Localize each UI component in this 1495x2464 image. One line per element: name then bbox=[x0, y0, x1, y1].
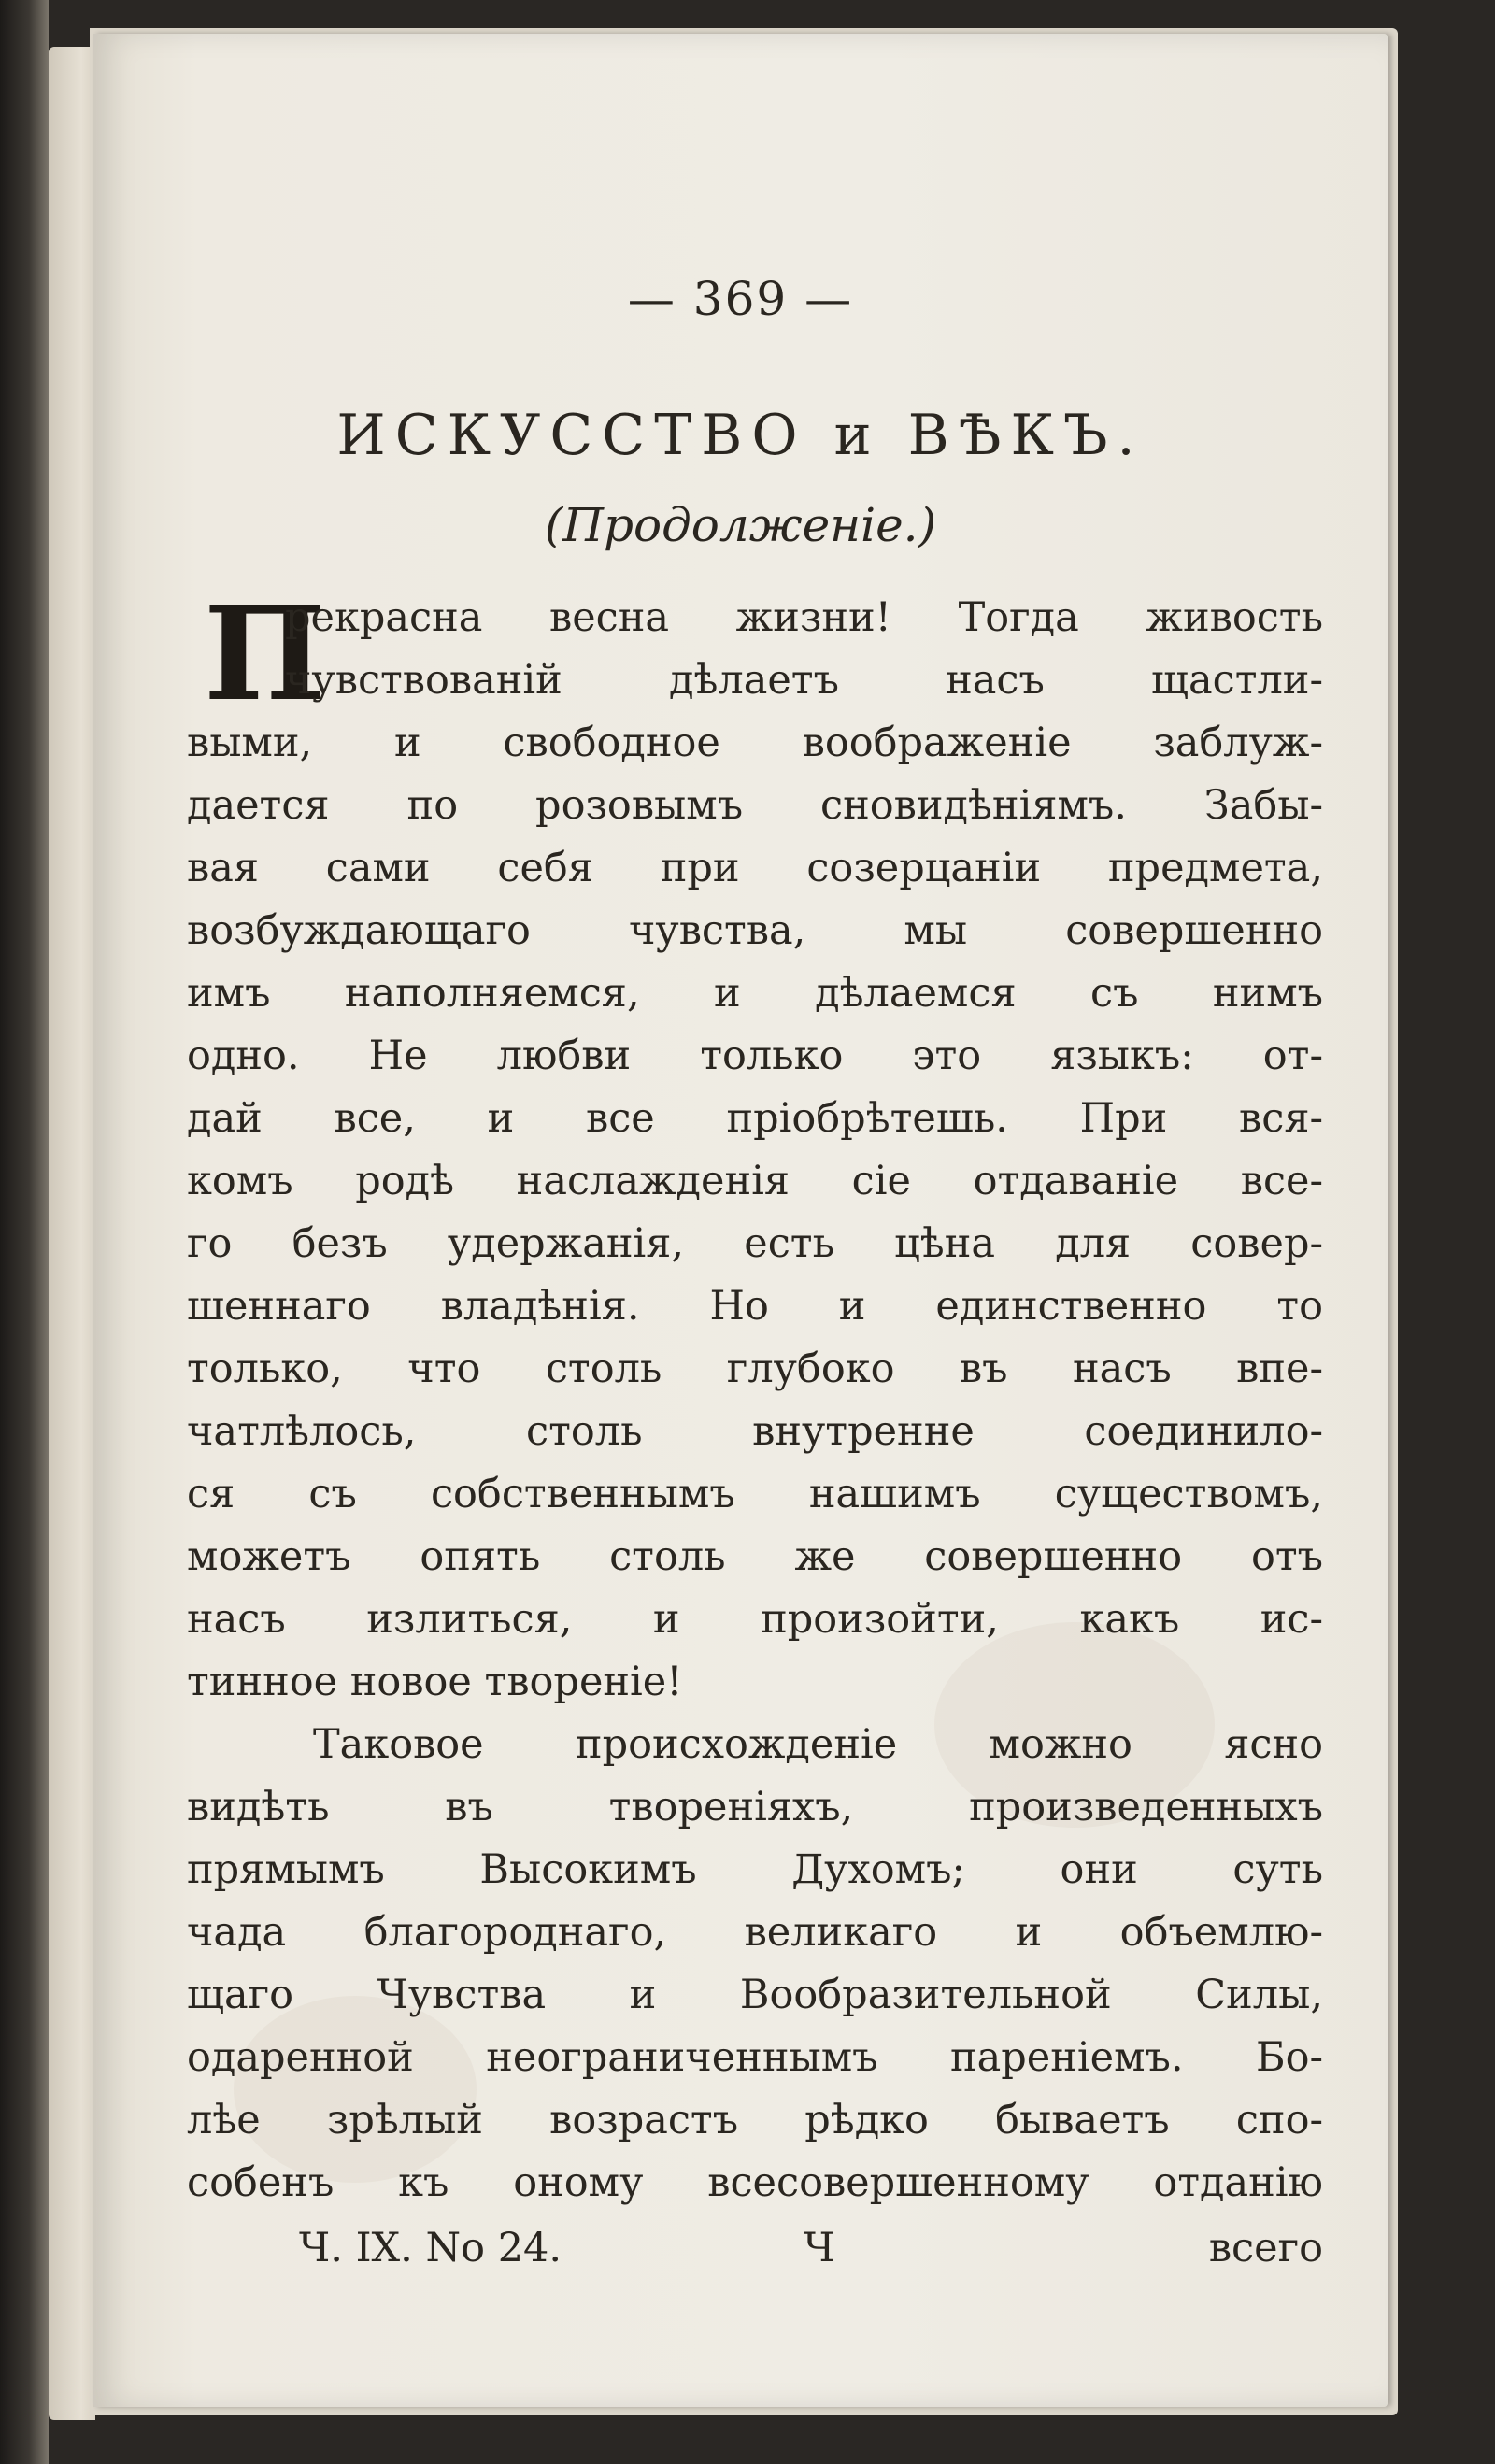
text-line: тинное новое творенiе! bbox=[187, 1659, 683, 1705]
text-line: чувствованiй дѣлаетъ насъ щастли- bbox=[285, 657, 1323, 704]
text-line: дай все, и все прiобрѣтешь. При вся- bbox=[187, 1095, 1323, 1142]
text-line: щаго Чувства и Вообразительной Силы, bbox=[187, 1972, 1323, 2018]
text-line: одно. Не любви только это языкъ: от- bbox=[187, 1033, 1323, 1079]
text-line: можетъ опять столь же совершенно отъ bbox=[187, 1533, 1323, 1580]
text-line: го безъ удержанiя, есть цѣна для совер- bbox=[187, 1220, 1323, 1267]
text-line: одаренной неограниченнымъ паренiемъ. Бо- bbox=[187, 2034, 1323, 2081]
volume-number: Ч. IX. No 24. bbox=[299, 2225, 562, 2272]
article-subtitle: (Продолженiе.) bbox=[544, 498, 937, 552]
sheet-signature-mark: Ч bbox=[804, 2225, 835, 2272]
text-line: насъ излиться, и произойти, какъ ис- bbox=[187, 1596, 1323, 1643]
book-spine bbox=[0, 0, 49, 2464]
text-line: ся съ собственнымъ нашимъ существомъ, bbox=[187, 1471, 1323, 1517]
book-page bbox=[93, 34, 1388, 2407]
text-line: комъ родѣ наслажденiя сiе отдаванiе все- bbox=[187, 1158, 1323, 1204]
text-line: рекрасна весна жизни! Тогда живость bbox=[285, 594, 1323, 641]
text-line: видѣть въ творенiяхъ, произведенныхъ bbox=[187, 1784, 1323, 1830]
text-line: собенъ къ оному всесовершенному отданiю bbox=[187, 2159, 1323, 2206]
previous-page-edge bbox=[49, 47, 95, 2420]
text-line: только, что столь глубоко въ насъ впе- bbox=[187, 1346, 1323, 1392]
page-number: — 369 — bbox=[627, 272, 854, 326]
text-line: вая сами себя при созерцанiи предмета, bbox=[187, 845, 1323, 891]
text-line: дается по розовымъ сновидѣнiямъ. Забы- bbox=[187, 782, 1323, 829]
text-line: чатлѣлось, столь внутренне соединило- bbox=[187, 1408, 1323, 1455]
drop-cap: П bbox=[204, 577, 326, 730]
text-line: выми, и свободное воображенiе заблуж- bbox=[187, 719, 1323, 766]
text-line: лѣе зрѣлый возрастъ рѣдко бываетъ спо- bbox=[187, 2097, 1323, 2144]
page-footer-signature bbox=[299, 2220, 1323, 2276]
text-line: прямымъ Высокимъ Духомъ; они суть bbox=[187, 1846, 1323, 1893]
text-line: шеннаго владѣнiя. Но и единственно то bbox=[187, 1283, 1323, 1330]
text-line: имъ наполняемся, и дѣлаемся съ нимъ bbox=[187, 970, 1323, 1017]
text-line: Таковое происхожденiе можно ясно bbox=[313, 1721, 1323, 1768]
article-title: ИСКУССТВО и ВѢКЪ. bbox=[336, 403, 1145, 468]
text-line: чада благороднаго, великаго и объемлю- bbox=[187, 1909, 1323, 1956]
catchword: всего bbox=[1208, 2225, 1323, 2272]
text-line: возбуждающаго чувства, мы совершенно bbox=[187, 907, 1323, 954]
